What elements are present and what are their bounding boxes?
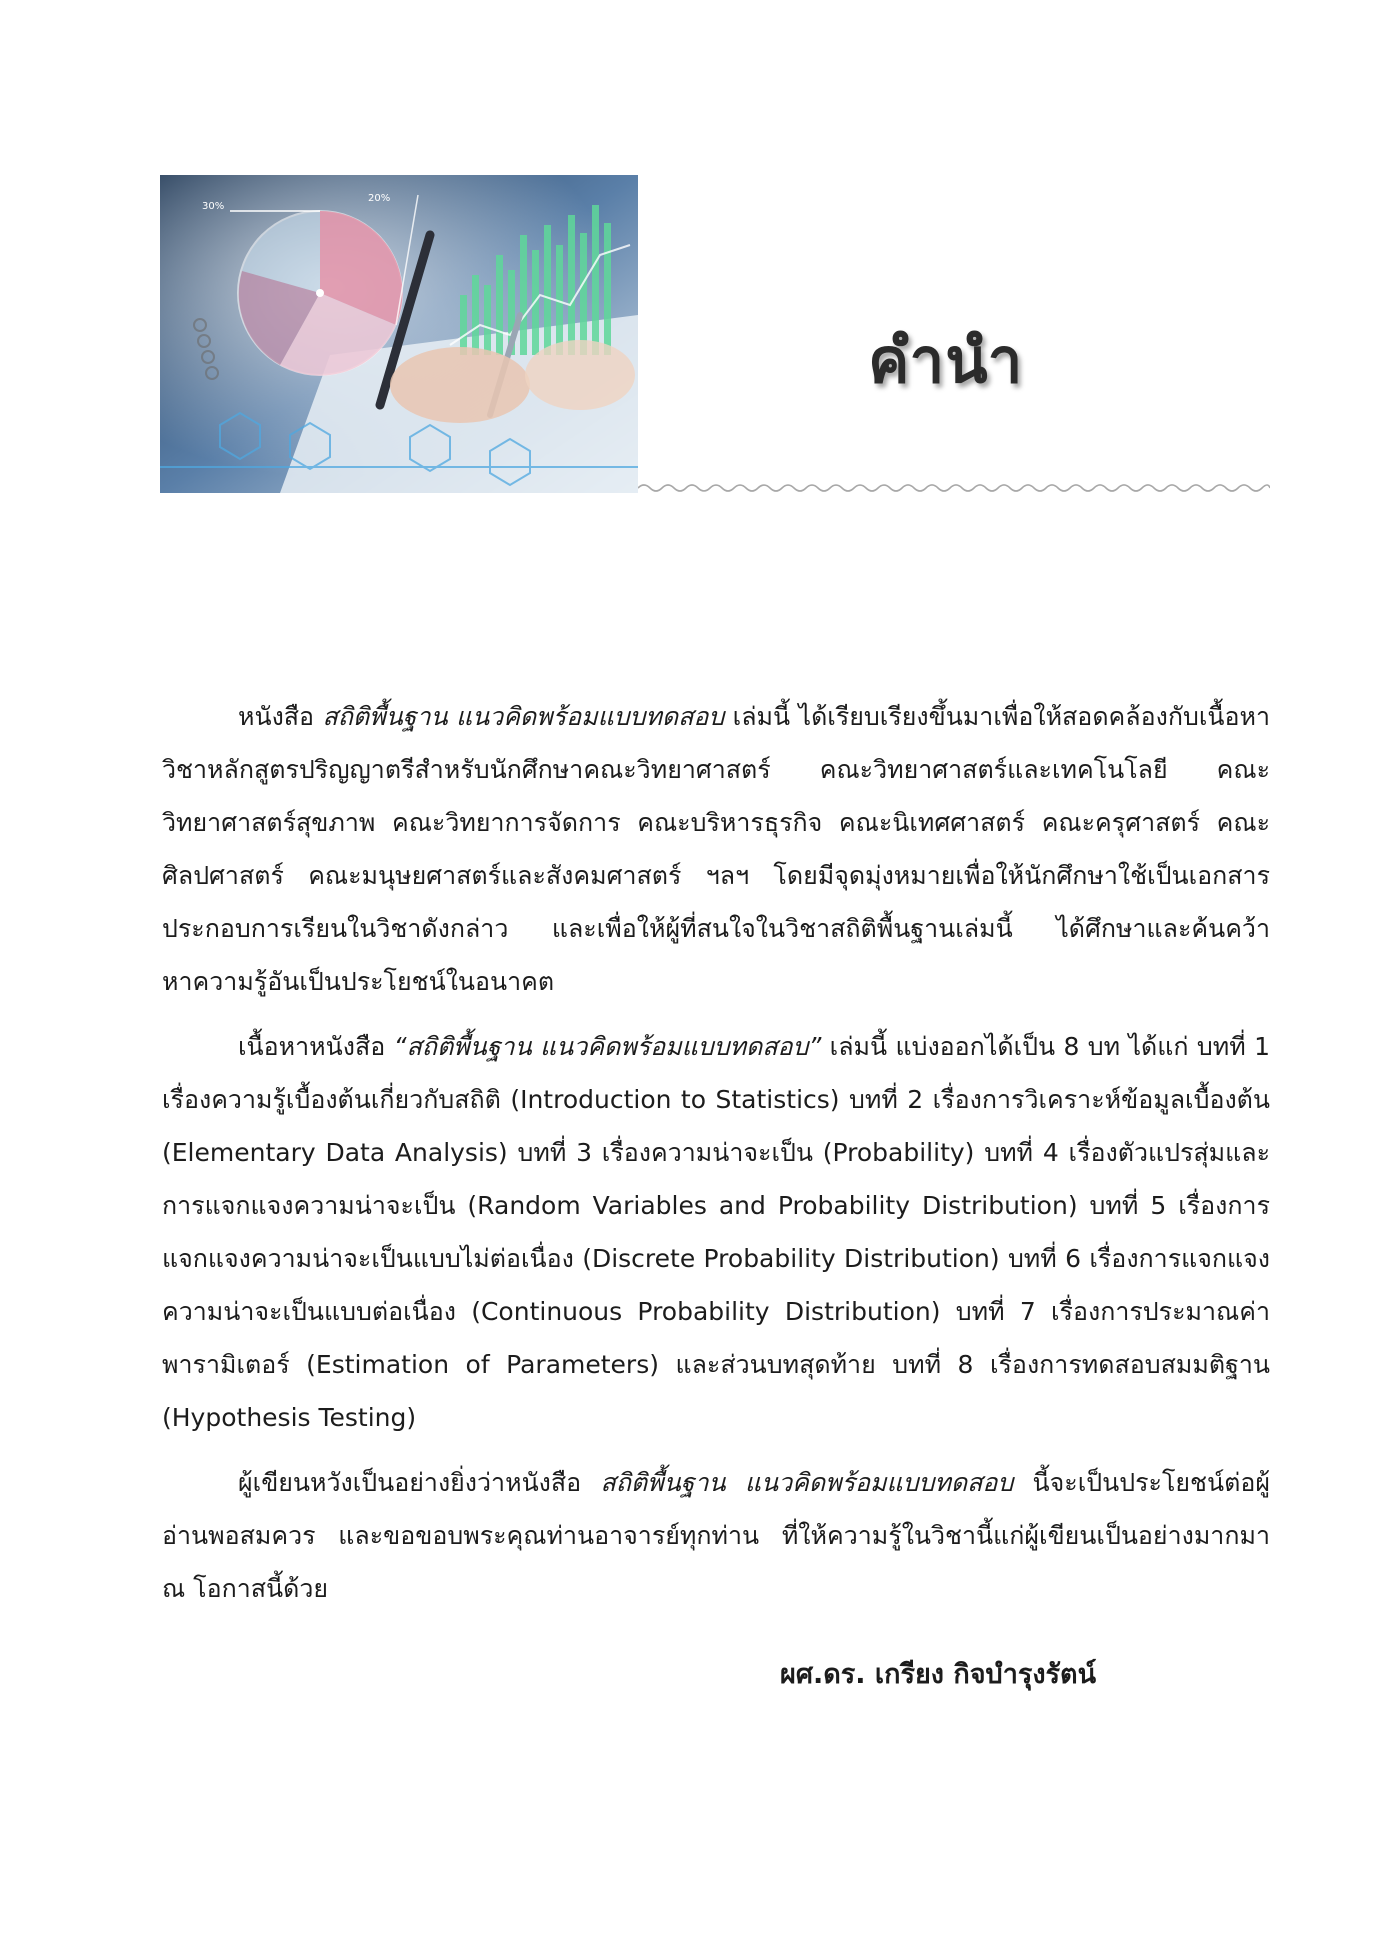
book-title: สถิติพื้นฐาน แนวคิดพร้อมแบบทดสอบ [600, 1468, 1014, 1497]
pie-label-20: 20% [368, 193, 391, 204]
statistics-illustration-icon [160, 175, 638, 493]
book-title: “สถิติพื้นฐาน แนวคิดพร้อมแบบทดสอบ” [393, 1032, 822, 1061]
preface-body [162, 690, 1270, 1627]
book-title: สถิติพื้นฐาน แนวคิดพร้อมแบบทดสอบ [322, 702, 725, 731]
pie-label-30: 30% [202, 201, 225, 212]
author-signature: ผศ.ดร. เกรียง กิจบำรุงรัตน์ [780, 1659, 1097, 1690]
paragraph-3: ผู้เขียนหวังเป็นอย่างยิ่งว่าหนังสือ สถิติพื้นฐาน แนวคิดพร้อมแบบทดสอบ นี้จะเป็นประโยชน์ต่อผู้อ่านพอสมควร และขอขอบพระคุณท่านอาจารย์ทุกท่าน ที่ให้ความรู้ในวิชานี้แก่ผู้เขียนเป็นอย่างมากมา ณ โอกาสนี้ด้วย [162, 1468, 1270, 1603]
paragraph-1: หนังสือ สถิติพื้นฐาน แนวคิดพร้อมแบบทดสอบ เล่มนี้ ได้เรียบเรียงขึ้นมาเพื่อให้สอดคล้องกับเนื้อหาวิชาหลักสูตรปริญญาตรีสำหรับนักศึกษาคณะวิทยาศาสตร์ คณะวิทยาศาสตร์และเทคโนโลยี คณะวิทยาศาสตร์สุขภาพ คณะวิทยาการจัดการ คณะบริหารธุรกิจ คณะนิเทศศาสตร์ คณะครุศาสตร์ คณะศิลปศาสตร์ คณะมนุษยศาสตร์และสังคมศาสตร์ ฯลฯ โดยมีจุดมุ่งหมายเพื่อให้นักศึกษาใช้เป็นเอกสารประกอบการเรียนในวิชาดังกล่าว และเพื่อให้ผู้ที่สนใจในวิชาสถิติพื้นฐานเล่มนี้ ได้ศึกษาและค้นคว้าหาความรู้อันเป็นประโยชน์ในอนาคต [162, 702, 1270, 996]
wave-divider [638, 478, 1270, 498]
paragraph-2: เนื้อหาหนังสือ “สถิติพื้นฐาน แนวคิดพร้อมแบบทดสอบ” เล่มนี้ แบ่งออกได้เป็น 8 บท ได้แก่ บทที่ 1 เรื่องความรู้เบื้องต้นเกี่ยวกับสถิติ (Introduction to Statistics) บทที่ 2 เรื่องการวิเคราะห์ข้อมูลเบื้องต้น (Elementary Data Analysis) บทที่ 3 เรื่องความน่าจะเป็น (Probability) บทที่ 4 เรื่องตัวแปรสุ่มและการแจกแจงความน่าจะเป็น (Random Variables and Probability Distribution) บทที่ 5 เรื่องการแจกแจงความน่าจะเป็นแบบไม่ต่อเนื่อง (Discrete Probability Distribution) บทที่ 6 เรื่องการแจกแจงความน่าจะเป็นแบบต่อเนื่อง (Continuous Probability Distribution) บทที่ 7 เรื่องการประมาณค่าพารามิเตอร์ (Estimation of Parameters) และส่วนบทสุดท้าย บทที่ 8 เรื่องการทดสอบสมมติฐาน (Hypothesis Testing) [162, 1032, 1270, 1432]
page-title: คำนำ [868, 324, 1024, 397]
banner-image [160, 175, 638, 493]
